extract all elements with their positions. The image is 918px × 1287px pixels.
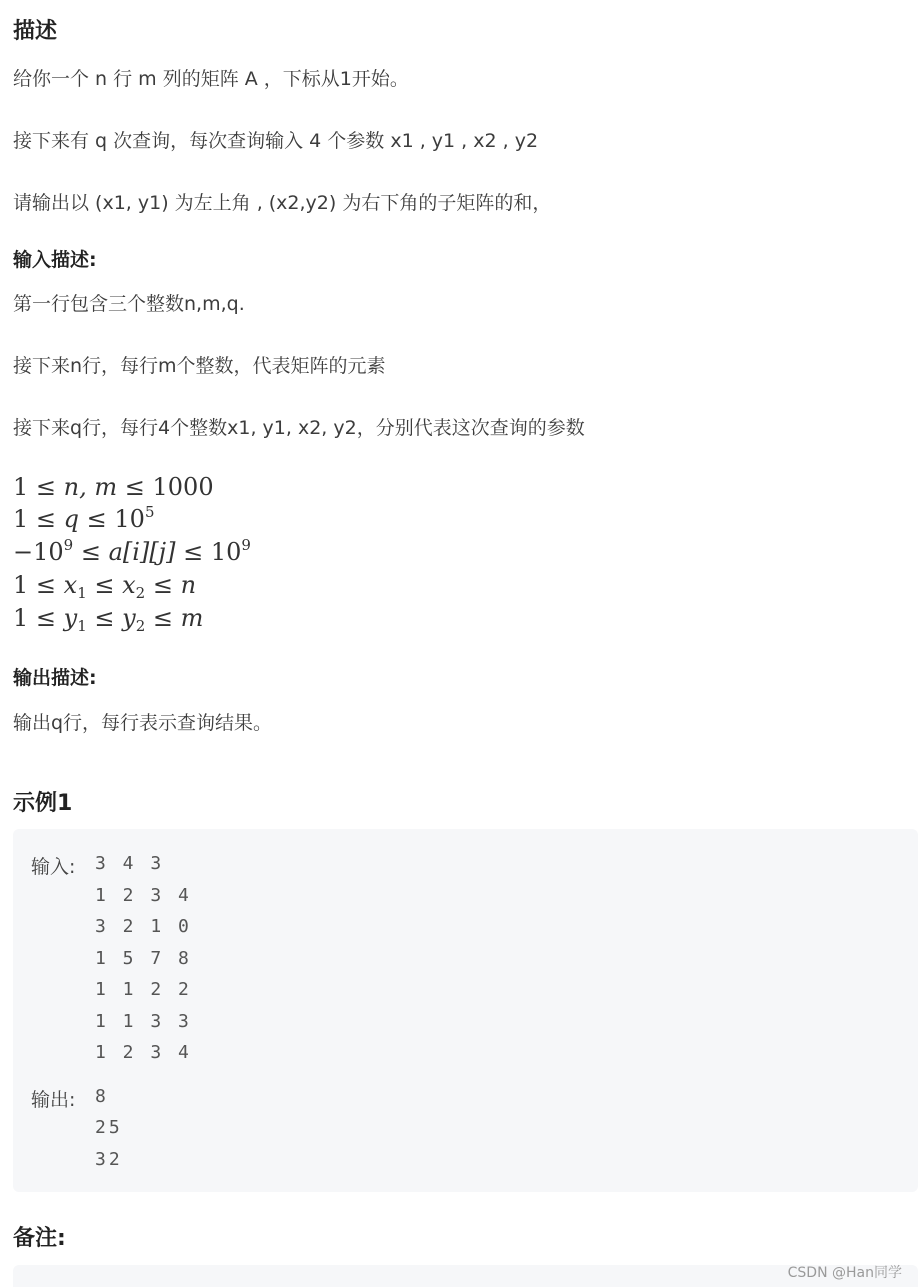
example-input-line: 3 2 1 0 [95,916,192,937]
input-description-line-3: 接下来q行，每行4个整数x1, y1, x2, y2，分别代表这次查询的参数 [13,417,585,439]
constraint-q: $1 \le q \le 10^5$ [13,503,155,533]
example-input-line: 1 1 2 2 [95,979,192,1000]
input-description-heading: 输入描述: [13,249,97,271]
example-box [13,829,918,1192]
notes-box [13,1265,918,1287]
example-output-label: 输出: [31,1089,76,1111]
example-input-line: 1 2 3 4 [95,1042,192,1063]
input-description-line-2: 接下来n行，每行m个整数，代表矩阵的元素 [13,355,386,377]
example-input-line: 1 2 3 4 [95,885,192,906]
notes-heading: 备注: [13,1226,66,1251]
constraint-a: $-10^9 \le a[i][j] \le 10^9$ [13,536,251,566]
constraint-n-m: 1 ≤ n, m ≤ 1000 [13,473,214,501]
example-output-line: 8 [95,1086,109,1107]
constraint-y: $1 \le y_1 \le y_2 \le m$ [13,604,204,635]
csdn-watermark: CSDN @Han同学 [787,1265,902,1281]
example-input-line: 1 1 3 3 [95,1011,192,1032]
example-input-line: 1 5 7 8 [95,948,192,969]
example-output-line: 25 [95,1117,123,1138]
description-line-3: 请输出以 (x1, y1) 为左上角 , (x2,y2) 为右下角的子矩阵的和， [13,192,552,214]
example-output-line: 32 [95,1149,123,1170]
description-line-2: 接下来有 q 次查询，每次查询输入 4 个参数 x1 , y1 , x2 , y2 [13,130,539,152]
example-heading: 示例1 [13,791,73,816]
example-input-label: 输入: [31,856,76,878]
output-description-line-1: 输出q行，每行表示查询结果。 [13,712,273,734]
constraint-x: $1 \le x_1 \le x_2 \le n$ [13,571,197,602]
input-description-line-1: 第一行包含三个整数n,m,q. [13,293,245,315]
description-heading: 描述 [13,19,58,44]
output-description-heading: 输出描述: [13,667,97,689]
description-line-1: 给你一个 n 行 m 列的矩阵 A ，下标从1开始。 [13,68,409,90]
example-input-line: 3 4 3 [95,853,165,874]
